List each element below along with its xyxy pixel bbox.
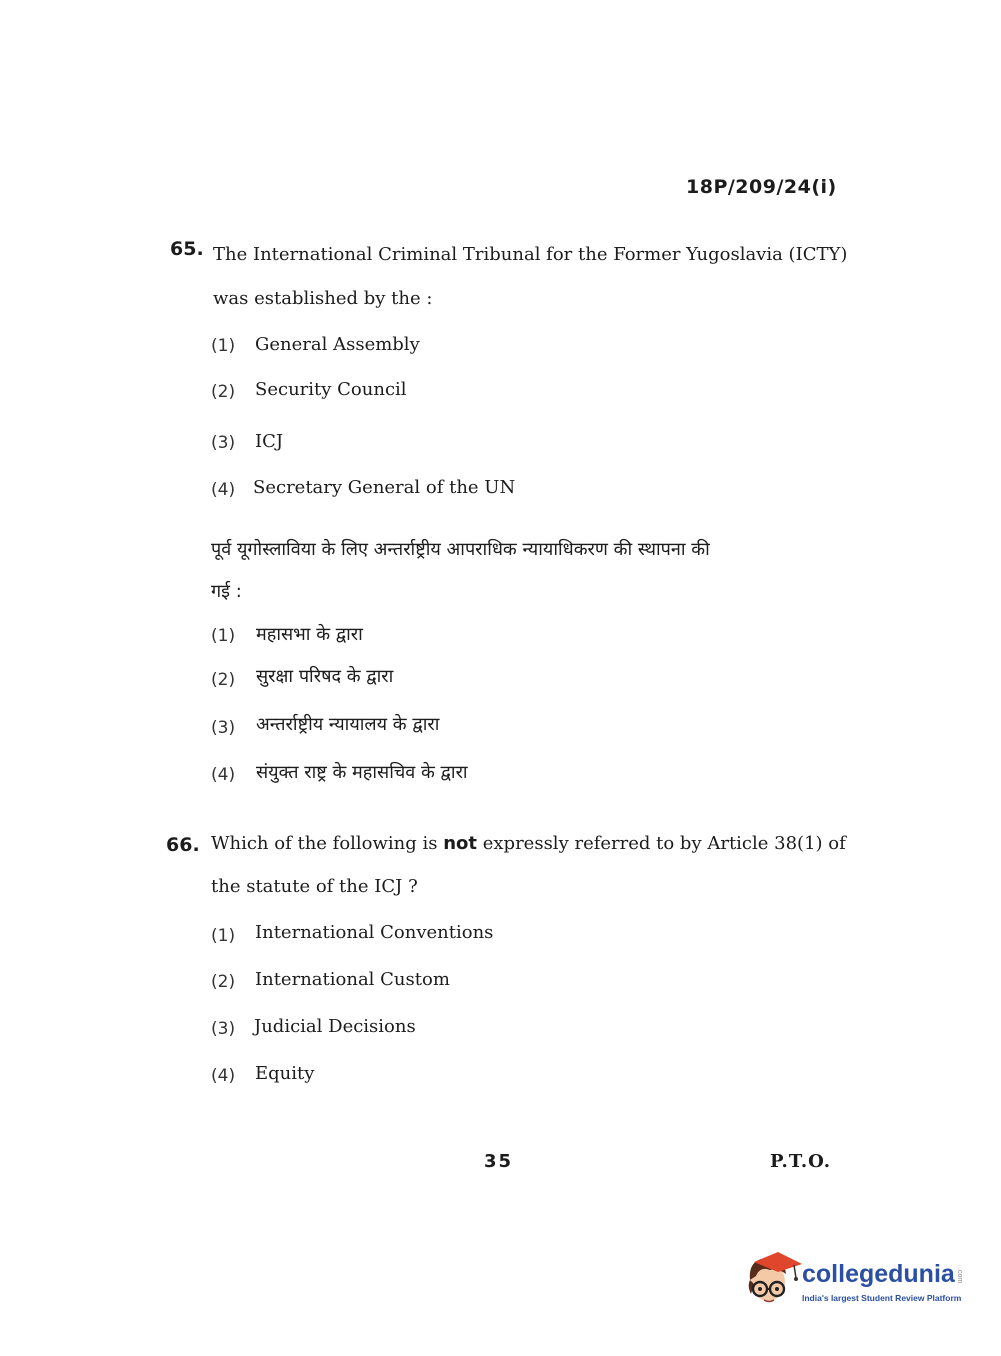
q65-option-2-text: Security Council	[255, 379, 407, 400]
q65-option-2-number: (2)	[211, 382, 236, 402]
q65-option-4-number: (4)	[211, 480, 236, 500]
q66-option-2-number: (2)	[211, 972, 236, 992]
question-66-text-line2: the statute of the ICJ ?	[211, 876, 418, 897]
question-65-hindi-line1: पूर्व यूगोस्लाविया के लिए अन्तर्राष्ट्रीय आपराधिक न्यायाधिकरण की स्थापना की	[211, 539, 710, 560]
q65-option-1-number: (1)	[211, 336, 236, 356]
question-66-number: 66.	[166, 834, 200, 856]
q66-option-4-number: (4)	[211, 1066, 236, 1086]
q66-option-3-text: Judicial Decisions	[254, 1016, 416, 1037]
q66-option-4-text: Equity	[255, 1063, 315, 1084]
q66-option-1-number: (1)	[211, 926, 236, 946]
question-66-text-emphasis: not	[443, 833, 478, 854]
q65-option-3-number: (3)	[211, 433, 236, 453]
pto-label: P.T.O.	[770, 1151, 832, 1172]
question-65-text-line1: The International Criminal Tribunal for the Former Yugoslavia (ICTY)	[213, 244, 848, 265]
q65-hindi-option-3-text: अन्तर्राष्ट्रीय न्यायालय के द्वारा	[256, 714, 440, 735]
paper-code: 18P/209/24(i)	[686, 176, 837, 198]
question-66-text-pre: Which of the following is	[211, 833, 444, 854]
q65-hindi-option-2-text: सुरक्षा परिषद के द्वारा	[256, 666, 394, 687]
q65-hindi-option-1-number: (1)	[211, 626, 236, 646]
q65-hindi-option-1-text: महासभा के द्वारा	[256, 624, 363, 645]
question-66-text-line1	[211, 833, 846, 854]
q66-option-1-text: International Conventions	[255, 922, 494, 943]
q65-option-3-text: ICJ	[255, 431, 284, 452]
question-65-text-line2: was established by the :	[213, 288, 433, 309]
question-65-number: 65.	[170, 238, 204, 260]
collegedunia-logo[interactable]	[744, 1250, 969, 1310]
logo-tagline: India's largest Student Review Platform	[802, 1293, 962, 1303]
logo-wordmark: collegedunia	[802, 1260, 955, 1288]
q65-option-4-text: Secretary General of the UN	[253, 477, 516, 498]
question-66-text-post: expressly referred to by Article 38(1) of	[477, 833, 846, 854]
q66-option-3-number: (3)	[211, 1019, 236, 1039]
q65-hindi-option-4-number: (4)	[211, 765, 236, 785]
q66-option-2-text: International Custom	[255, 969, 450, 990]
q65-hindi-option-3-number: (3)	[211, 718, 236, 738]
page-number: 35	[484, 1151, 514, 1172]
question-65-hindi-line2: गई :	[211, 581, 242, 602]
logo-domain: .com	[956, 1268, 963, 1284]
mascot-icon	[744, 1250, 802, 1308]
q65-option-1-text: General Assembly	[255, 334, 420, 355]
q65-hindi-option-2-number: (2)	[211, 670, 236, 690]
q65-hindi-option-4-text: संयुक्त राष्ट्र के महासचिव के द्वारा	[256, 762, 468, 783]
